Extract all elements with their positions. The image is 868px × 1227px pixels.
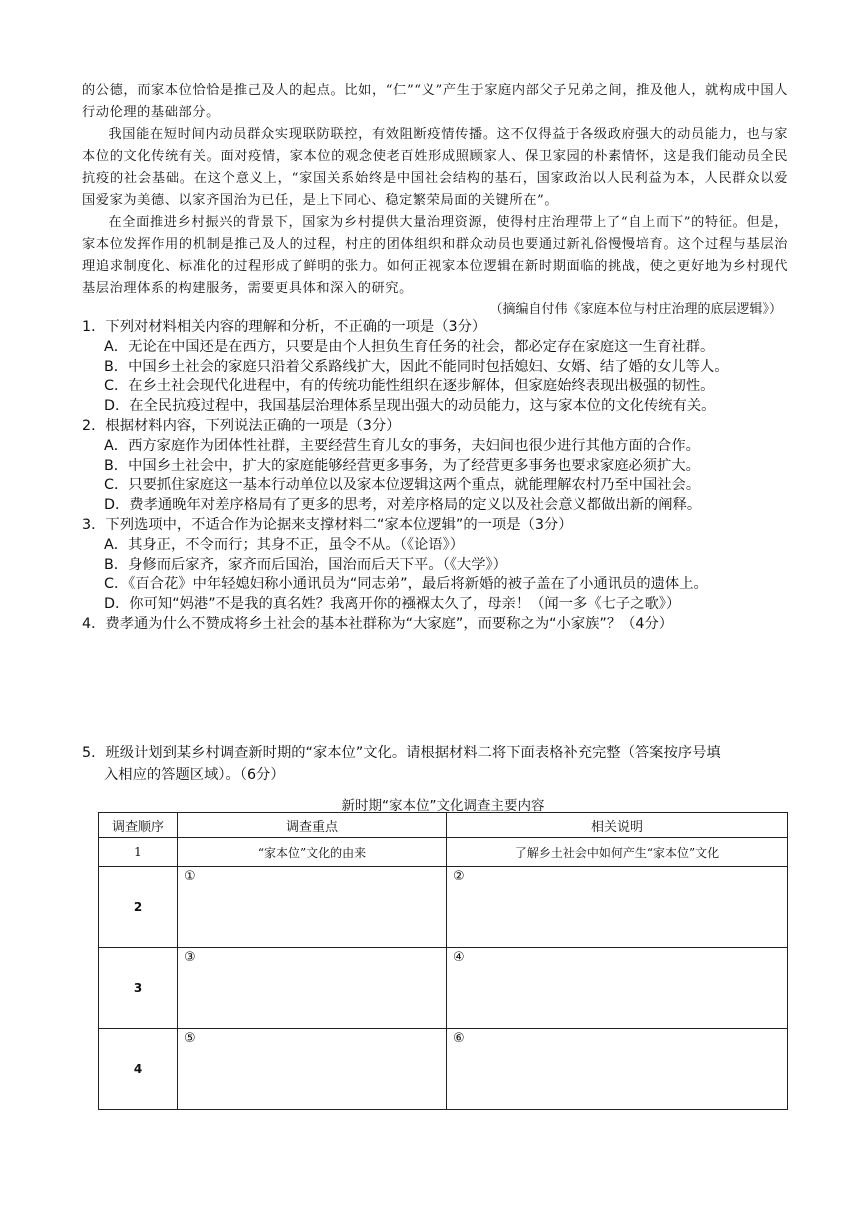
question-2-option-d: D．费孝通晚年对差序格局有了更多的思考，对差序格局的定义以及社会意义都做出新的阐释。	[104, 497, 702, 514]
question-1-option-c: C．在乡土社会现代化进程中，有的传统功能性组织在逐步解体，但家庭始终表现出极强的韧性。	[104, 378, 715, 395]
question-2-stem: 2．根据材料内容，下列说法正确的一项是（3分）	[82, 417, 401, 434]
question-4-stem: 4．费孝通为什么不赞成将乡土社会的基本社群称为“大家庭”，而要称之为“小家族”？（4分）	[82, 615, 674, 632]
question-1-option-d: D．在全民抗疫过程中，我国基层治理体系呈现出强大的动员能力，这与家本位的文化传统有关。	[104, 398, 716, 415]
table-header-row	[99, 813, 788, 838]
passage-paragraph: 在全面推进乡村振兴的背景下，国家为乡村提供大量治理资源，使得村庄治理带上了“自上而下”的特征。但是，家本位发挥作用的机制是推己及人的过程，村庄的团体组织和群众动员也要通过新礼俗慢慢培育。这个过程与基层治理追求制度化、标准化的过程形成了鲜明的张力。如何正视家本位逻辑在新时期面临的挑战，使之更好地为乡村现代基层治理体系的构建服务，需要更具体和深入的研究。	[82, 215, 788, 296]
table-cell-order: 1	[99, 838, 178, 867]
table-cell-order: 3	[99, 948, 178, 1029]
passage-paragraph: 我国能在短时间内动员群众实现联防联控，有效阻断疫情传播。这不仅得益于各级政府强大的动员能力，也与家本位的文化传统有关。面对疫情，家本位的观念使老百姓形成照顾家人、保卫家园的朴素情怀，这是我们能动员全民抗疫的社会基础。在这个意义上，“家国关系始终是中国社会结构的基石，国家政治以人民利益为本，人民群众以爱国爱家为美德、以家齐国治为已任，是上下同心、稳定繁荣局面的关键所在”。	[82, 127, 788, 208]
table-cell-note: 了解乡土社会中如何产生“家本位”文化	[447, 838, 788, 867]
table-row	[99, 1029, 788, 1110]
question-5	[82, 742, 794, 786]
passage-paragraph: 的公德，而家本位恰恰是推己及人的起点。比如，“仁”“义”产生于家庭内部父子兄弟之间，推及他人，就构成中国人行动伦理的基础部分。	[82, 83, 788, 120]
question-3-option-c: C．《百合花》中年轻媳妇称小通讯员为“同志弟”，最后将新婚的被子盖在了小通讯员的遗体上。	[104, 576, 708, 593]
table-header: 相关说明	[447, 813, 788, 838]
question-2-option-c: C．只要抓住家庭这一基本行动单位以及家本位逻辑这两个重点，就能理解农村乃至中国社会。	[104, 477, 701, 494]
question-5-line-2: 入相应的答题区域）。（6分）	[104, 767, 285, 783]
table-caption: 新时期“家本位”文化调查主要内容	[341, 798, 545, 814]
answer-blank-1[interactable]: ①	[178, 867, 447, 948]
question-1-stem: 1．下列对材料相关内容的理解和分析，不正确的一项是（3分）	[82, 319, 487, 335]
table-row	[99, 867, 788, 948]
question-3-stem: 3．下列选项中，不适合作为论据来支撑材料二“家本位逻辑”的一项是（3分）	[82, 516, 573, 533]
question-2-option-b: B．中国乡土社会中，扩大的家庭能够经营更多事务，为了经营更多事务也要求家庭必须扩大。	[104, 457, 700, 474]
table-cell-order: 4	[99, 1029, 178, 1110]
table-cell-order: 2	[99, 867, 178, 948]
answer-blank-2[interactable]: ②	[447, 867, 788, 948]
table-cell-focus: “家本位”文化的由来	[178, 838, 447, 867]
answer-blank-5[interactable]: ⑤	[178, 1029, 447, 1110]
survey-table	[98, 812, 788, 1110]
question-3-option-a: A．其身正，不令而行；其身不正，虽令不从。（《论语》）	[104, 536, 465, 553]
table-header: 调查顺序	[99, 813, 178, 838]
question-list	[82, 318, 794, 635]
table-header: 调查重点	[178, 813, 447, 838]
question-1-option-a: A．无论在中国还是在西方，只要是由个人担负生育任务的社会，都必定存在家庭这一生育社群。	[104, 338, 715, 355]
table-row	[99, 948, 788, 1029]
answer-blank-6[interactable]: ⑥	[447, 1029, 788, 1110]
table-row	[99, 838, 788, 867]
question-2-option-a: A．西方家庭作为团体性社群，主要经营生育儿女的事务，夫妇间也很少进行其他方面的合作。	[104, 437, 700, 454]
answer-blank-3[interactable]: ③	[178, 948, 447, 1029]
question-3-option-d: D．你可知“妈港”不是我的真名姓？我离开你的襁褓太久了，母亲！（闻一多《七子之歌》）	[104, 596, 681, 613]
question-1-option-b: B．中国乡土社会的家庭只沿着父系路线扩大，因此不能同时包括媳妇、女婿、结了婚的女儿等人。	[104, 358, 729, 375]
passage-source: （摘编自付伟《家庭本位与村庄治理的底层逻辑》）	[489, 302, 782, 317]
question-5-line-1: 5．班级计划到某乡村调查新时期的“家本位”文化。请根据材料二将下面表格补充完整（答案按序号填	[82, 745, 721, 761]
answer-blank-4[interactable]: ④	[447, 948, 788, 1029]
reading-passage	[82, 80, 788, 300]
question-3-option-b: B．身修而后家齐，家齐而后国治，国治而后天下平。（《大学》）	[104, 556, 507, 573]
